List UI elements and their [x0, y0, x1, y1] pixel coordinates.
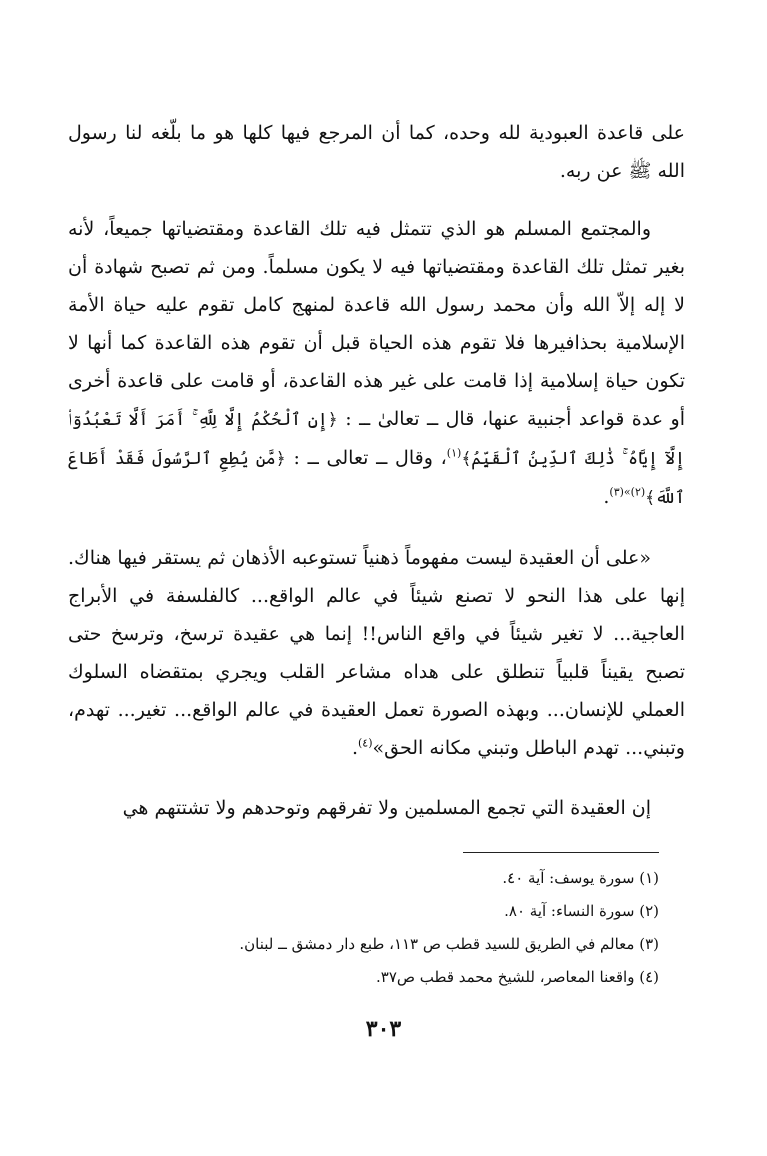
paragraph-3	[68, 539, 685, 767]
footnotes	[68, 862, 659, 994]
page-number: ٣٠٣	[365, 1016, 402, 1042]
quran-verse-1: ﴿إِنِ ٱلْحُكْمُ إِلَّا لِلَّهِ ۚ أَمَرَ أَلَّا تَعْبُدُوٓا۟ إِلَّآ إِيَّاهُ ۚ ذَٰلِكَ ٱلدِّينُ ٱلْقَيِّمُ﴾	[68, 410, 686, 469]
quran-verse-2: ﴿مَّن يُطِعِ ٱلرَّسُولَ فَقَدْ أَطَاعَ ٱللَّهَ﴾	[68, 449, 685, 508]
footnote-1: (١) سورة يوسف: آية ٤٠.	[502, 869, 659, 887]
paragraph-3-end: .	[351, 737, 358, 759]
footnote-ref-1: (١)	[446, 446, 462, 460]
paragraph-2-intro: والمجتمع المسلم هو الذي تتمثل فيه تلك القاعدة ومقتضياتها جميعاً، لأنه بغير تمثل تلك القاعدة ومقتضياتها فيه لا يكون مسلماً. ومن ثم تصبح شهادة أن لا إله إلاّ الله وأن محمد رسول الله قاعدة لمنهج كامل تقوم عليه حياة الأمة الإسلامية بحذافيرها فلا تقوم هذه الحياة قبل أن تقوم هذه القاعدة كما أنها لا تكون حياة إسلامية إذا قامت على غير هذه القاعدة، أو قامت على قاعدة أخرى أو عدة قواعد أجنبية عنها، قال ــ تعالىٰ ــ :	[68, 218, 685, 430]
footnote-ref-3: »(٣)	[609, 485, 631, 499]
footnote-divider	[463, 852, 659, 853]
footnote-ref-4: (٤)	[358, 736, 373, 750]
paragraph-2-middle: ، وقال ــ تعالى ــ :	[293, 447, 447, 469]
footnote-2: (٢) سورة النساء: آية ٨٠.	[504, 902, 659, 920]
footnote-4: (٤) واقعنا المعاصر، للشيخ محمد قطب ص٣٧.	[375, 968, 659, 986]
footnote-ref-2: (٢)	[630, 485, 646, 499]
main-text	[68, 114, 685, 827]
paragraph-1	[68, 114, 685, 190]
paragraph-4	[68, 789, 685, 827]
paragraph-1-text: على قاعدة العبودية لله وحده، كما أن المرجع فيها كلها هو ما بلّغه لنا رسول الله ﷺ عن ربه.	[68, 122, 685, 182]
paragraph-3-text: «على أن العقيدة ليست مفهوماً ذهنياً تستوعبه الأذهان ثم يستقر فيها هناك. إنها على هذا النحو لا تصنع شيئاً في عالم الواقع... كالفلسفة في الأبراج العاجية... لا تغير شيئاً في واقع الناس!! إنما هي عقيدة ترسخ، وترسخ حتى تصبح يقيناً قلبياً تنطلق على هداه مشاعر القلب ويجري بمتقضاه السلوك العملي للإنسان... وبهذه الصورة تعمل العقيدة في عالم الواقع... تغير... تهدم، وتبني... تهدم الباطل وتبني مكانه الحق»	[68, 547, 685, 759]
footnote-3: (٣) معالم في الطريق للسيد قطب ص ١١٣، طبع دار دمشق ــ لبنان.	[239, 935, 659, 953]
paragraph-2-end: .	[603, 486, 610, 508]
paragraph-4-text: إن العقيدة التي تجمع المسلمين ولا تفرقهم وتوحدهم ولا تشتتهم هي	[122, 797, 651, 819]
paragraph-2	[68, 210, 685, 517]
